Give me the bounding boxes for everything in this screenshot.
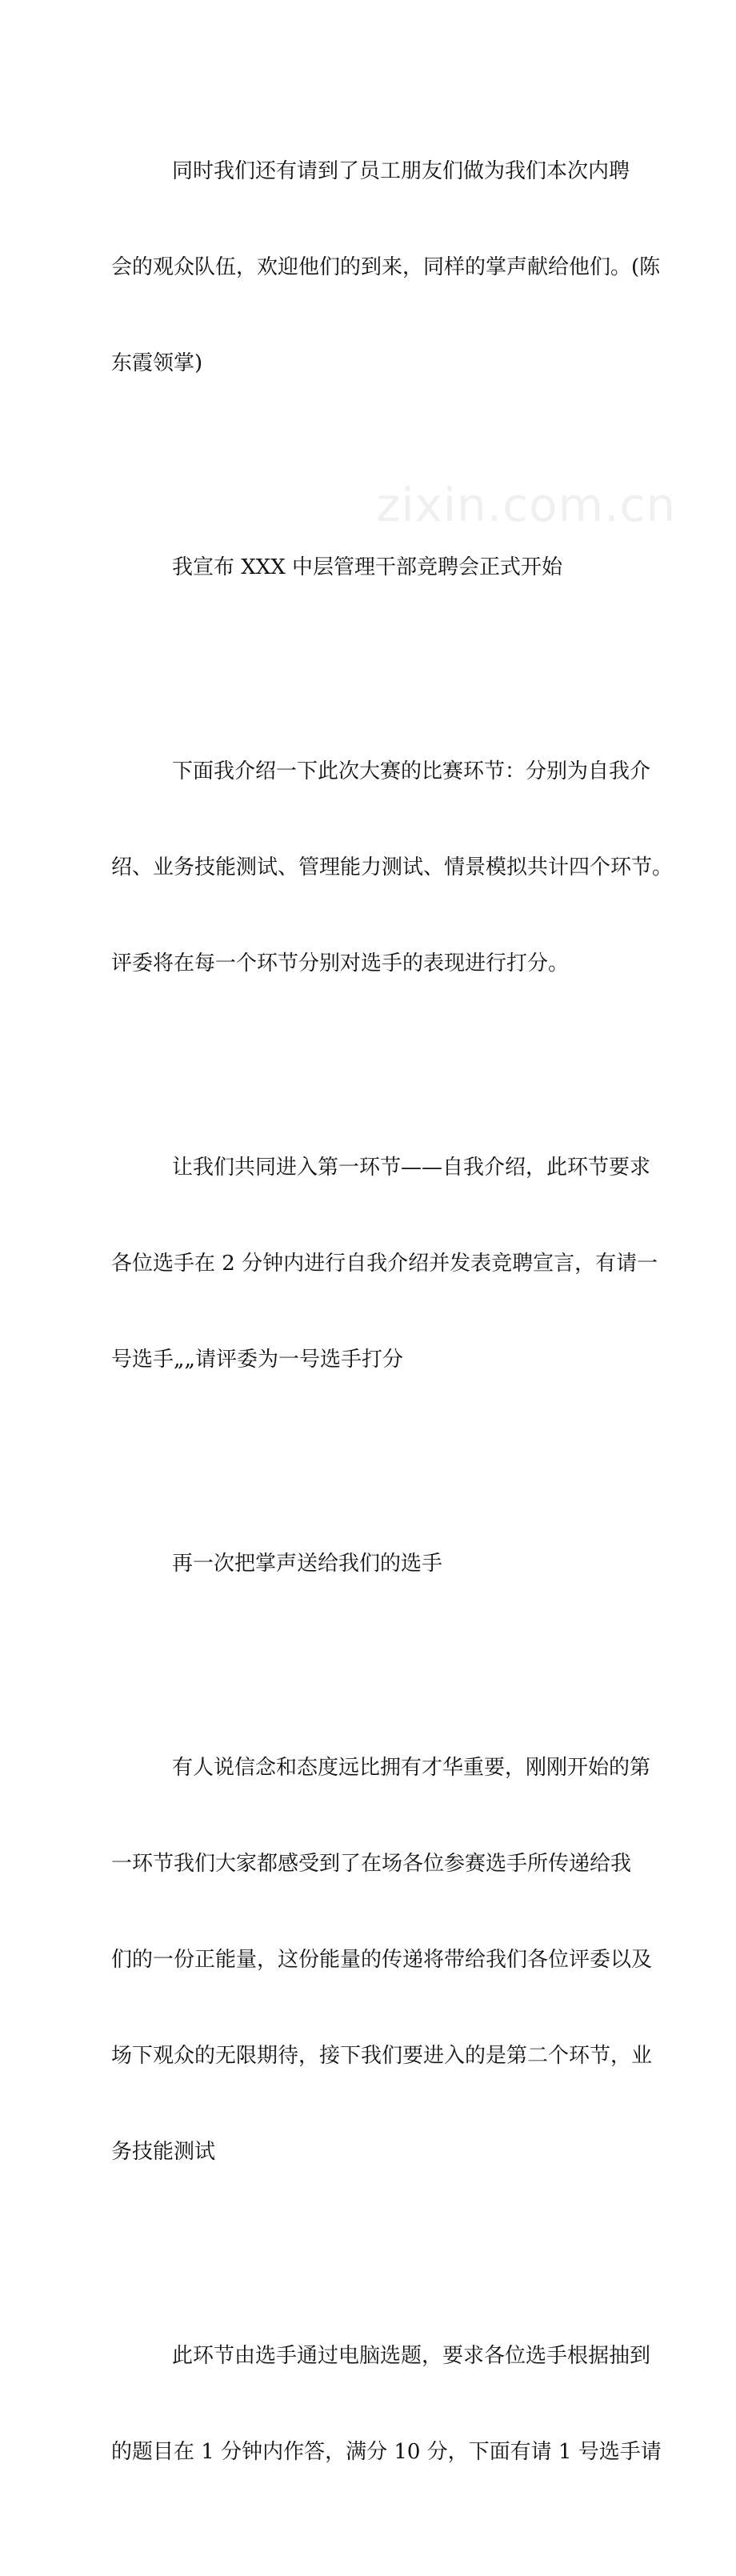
paragraph-second-stage-intro xyxy=(111,1688,653,2232)
text-line: 各位选手在 2 分钟内进行自我介绍并发表竞聘宣言，有请一 xyxy=(111,1252,658,1276)
paragraph-self-introduction xyxy=(111,1088,658,1440)
paragraph-competition-stages xyxy=(111,691,674,1044)
paragraph-opening-declaration xyxy=(111,487,626,647)
text-line: 我宣布 XXX 中层管理干部竞聘会正式开始 xyxy=(172,555,563,579)
text-line: 此环节由选手通过电脑选题，要求各位选手根据抽到 xyxy=(172,2344,651,2368)
text-line: 有人说信念和态度远比拥有才华重要，刚刚开始的第 xyxy=(172,1756,651,1780)
watermark: zixin.com.cn xyxy=(376,478,677,532)
text-line: 一环节我们大家都感受到了在场各位参赛选手所传递给我 xyxy=(111,1852,632,1876)
text-line: 场下观众的无限期待，接下我们要进入的是第二个环节，业 xyxy=(111,2044,653,2068)
paragraph-stage-rules xyxy=(111,2276,662,2532)
text-line: 东霞领掌) xyxy=(111,351,203,375)
text-line: 再一次把掌声送给我们的选手 xyxy=(172,1552,443,1576)
text-line: 同时我们还有请到了员工朋友们做为我们本次内聘 xyxy=(172,159,630,183)
text-line: 评委将在每一个环节分别对选手的表现进行打分。 xyxy=(111,951,570,976)
text-line: 们的一份正能量，这份能量的传递将带给我们各位评委以及 xyxy=(111,1948,653,1972)
text-line: 的题目在 1 分钟内作答，满分 10 分，下面有请 1 号选手请 xyxy=(111,2440,662,2464)
text-line: 号选手„„请评委为一号选手打分 xyxy=(111,1348,403,1372)
document-body xyxy=(111,91,674,2576)
paragraph-audience-welcome xyxy=(111,91,661,443)
text-line: 让我们共同进入第一环节——自我介绍，此环节要求 xyxy=(172,1156,651,1180)
text-line: 务技能测试 xyxy=(111,2140,216,2164)
paragraph-applause xyxy=(111,1484,626,1644)
text-line: 会的观众队伍，欢迎他们的到来，同样的掌声献给他们。(陈 xyxy=(111,255,661,279)
text-line: 下面我介绍一下此次大赛的比赛环节：分别为自我介 xyxy=(172,759,651,783)
text-line: 绍、业务技能测试、管理能力测试、情景模拟共计四个环节。 xyxy=(111,855,674,879)
